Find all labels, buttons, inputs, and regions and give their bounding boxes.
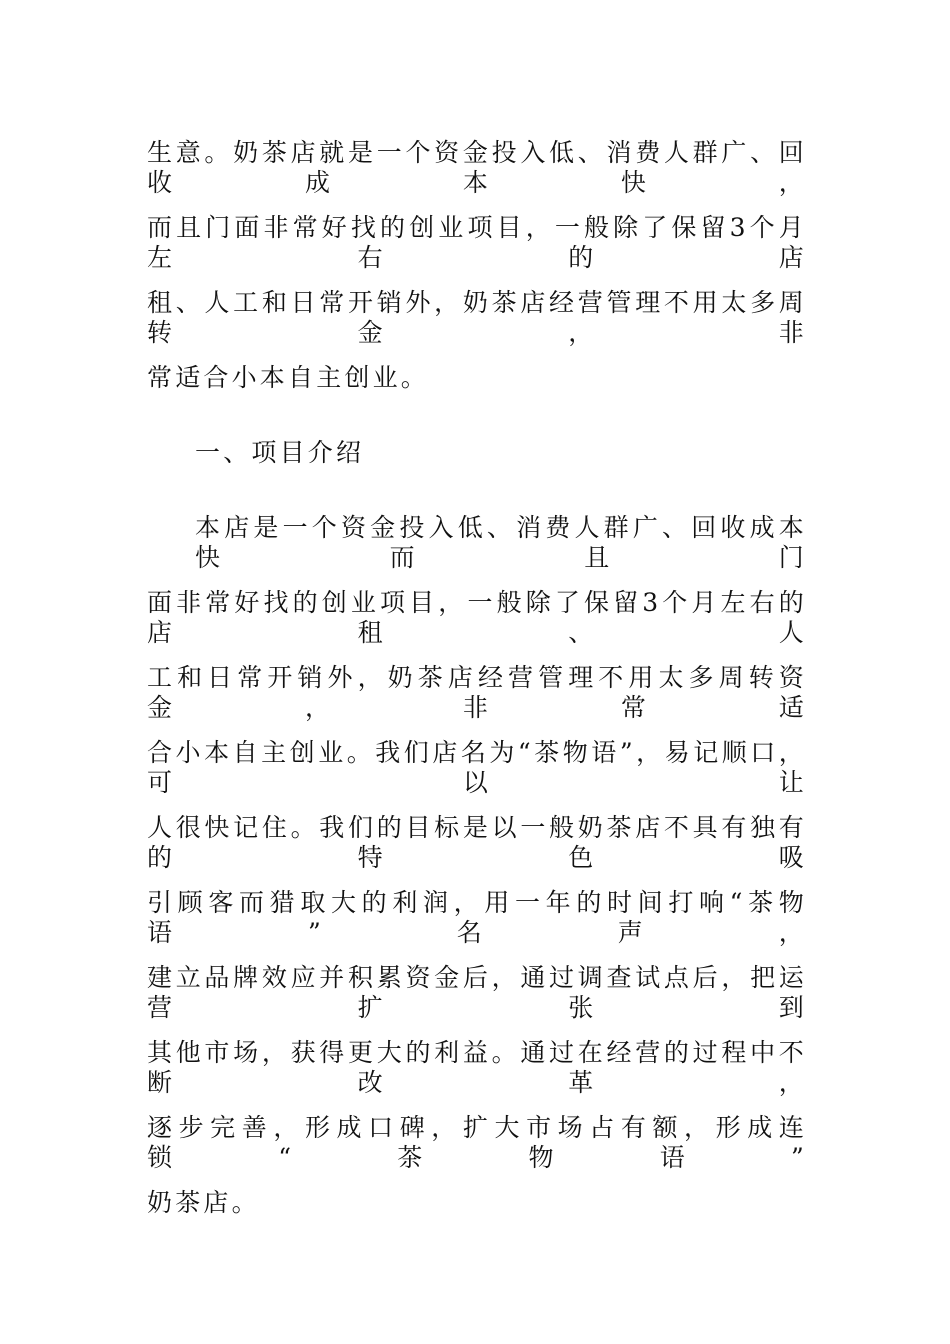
- paragraph-line: 引顾客而猎取大的利润，用一年的时间打响“茶物语”名声，: [147, 888, 807, 947]
- paragraph-line: 本店是一个资金投入低、消费人群广、回收成本快而且门: [195, 513, 807, 572]
- paragraph-line: 生意。奶茶店就是一个资金投入低、消费人群广、回收成本快，: [147, 138, 807, 197]
- paragraph-line: 奶茶店。: [147, 1188, 260, 1217]
- paragraph-line: 常适合小本自主创业。: [147, 363, 430, 392]
- paragraph-line: 租、人工和日常开销外，奶茶店经营管理不用太多周转金，非: [147, 288, 807, 347]
- paragraph-line: 工和日常开销外，奶茶店经营管理不用太多周转资金，非常适: [147, 663, 807, 722]
- paragraph-line: 逐步完善，形成口碑，扩大市场占有额，形成连锁“茶物语”: [147, 1113, 807, 1172]
- paragraph-line: 面非常好找的创业项目，一般除了保留3个月左右的店租、人: [147, 588, 807, 647]
- paragraph-line: 合小本自主创业。我们店名为“茶物语”，易记顺口，可以让: [147, 738, 807, 797]
- paragraph-line: 其他市场，获得更大的利益。通过在经营的过程中不断改革，: [147, 1038, 807, 1097]
- paragraph-line: 建立品牌效应并积累资金后，通过调查试点后，把运营扩张到: [147, 963, 807, 1022]
- paragraph-line: 人很快记住。我们的目标是以一般奶茶店不具有独有的特色吸: [147, 813, 807, 872]
- paragraph-line: 而且门面非常好找的创业项目，一般除了保留3个月左右的店: [147, 213, 807, 272]
- section-heading: 一、项目介绍: [195, 438, 365, 467]
